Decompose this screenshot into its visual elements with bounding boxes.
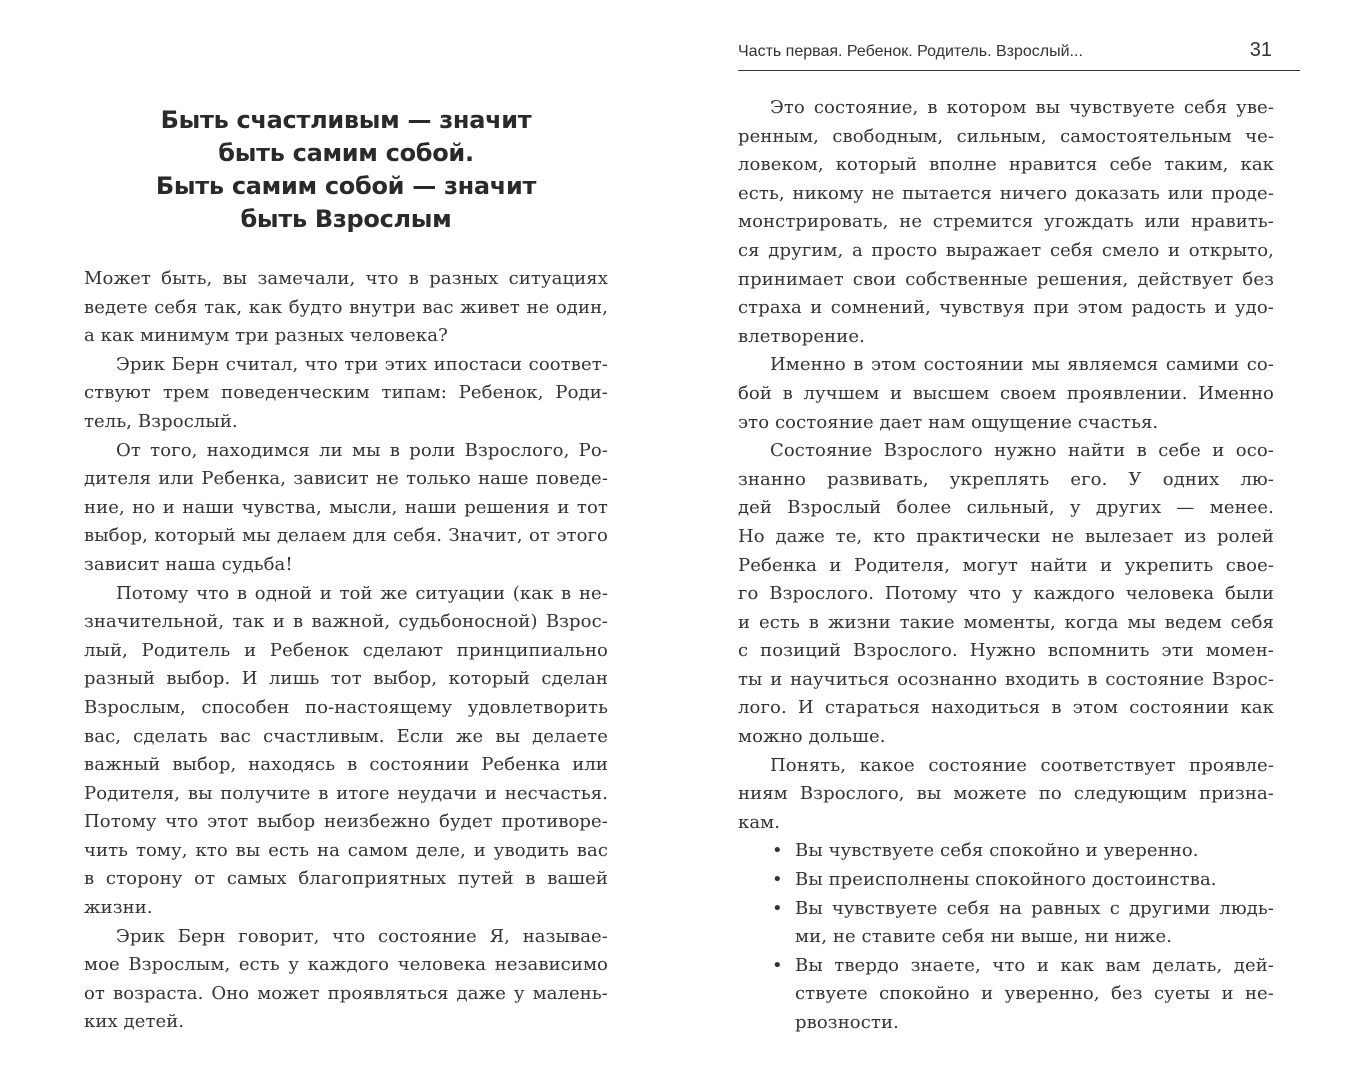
text-line: Взрослым, способен по-настоящему удовлетворить	[84, 696, 608, 718]
paragraph	[738, 94, 1274, 351]
text-line: ведете себя так, как будто внутри вас живет не один,	[84, 296, 608, 318]
text-line: ниям Взрослого, вы можете по следующим призна-	[738, 783, 1274, 805]
paragraph	[84, 265, 608, 351]
heading-line: Быть самим собой — значит	[155, 172, 537, 200]
bullet-item	[738, 837, 1274, 866]
heading-line: Быть счастливым — значит	[160, 106, 532, 134]
bullet-text: Вы твердо знаете, что и как вам делать, дей-	[795, 954, 1274, 976]
text-line: Это состояние, в котором вы чувствуете себя уве-	[770, 97, 1274, 118]
heading-line: быть самим собой.	[218, 139, 474, 167]
text-line: страха и сомнений, чувствуя при этом радость и удо-	[738, 297, 1274, 319]
text-line: ких детей.	[84, 1011, 185, 1033]
text-line: Родителя, вы получите в итоге неудачи и несчастья.	[84, 782, 608, 804]
text-line: влетворение.	[738, 325, 865, 347]
text-line: выбор, который мы делаем для себя. Значит, от этого	[84, 525, 608, 547]
text-line: Именно в этом состоянии мы являемся самими со-	[770, 354, 1274, 376]
bullet-list	[738, 837, 1274, 1037]
chapter-heading	[84, 104, 608, 236]
text-line: лый, Родитель и Ребенок сделают принципиально	[84, 639, 608, 661]
text-line: чить тому, кто вы есть на самом деле, и уводить вас	[84, 839, 608, 861]
bullet-icon: •	[772, 869, 783, 891]
text-line: жизни.	[84, 897, 153, 919]
page-number: 31	[1249, 39, 1272, 61]
text-line: есть, никому не пытается ничего доказать или проде-	[738, 182, 1274, 204]
text-line: Может быть, вы замечали, что в разных ситуациях	[84, 268, 608, 289]
bullet-text: Вы преисполнены спокойного достоинства.	[795, 869, 1217, 891]
bullet-text: Вы чувствуете себя на равных с другими людь-	[795, 897, 1274, 919]
text-line: кам.	[738, 811, 781, 833]
text-line: бой в лучшем и высшем своем проявлении. Именно	[738, 382, 1274, 404]
bullet-text: ствуете спокойно и уверенно, без суеты и не-	[795, 983, 1274, 1005]
text-line: ренным, свободным, сильным, самостоятельным че-	[738, 125, 1274, 147]
text-line: с позиций Взрослого. Нужно вспомнить эти момен-	[738, 640, 1274, 662]
text-line: Потому что этот выбор неизбежно будет противоре-	[84, 811, 608, 833]
text-line: Понять, какое состояние соответствует проявле-	[770, 754, 1274, 776]
text-line: дей Взрослый более сильный, у других — менее.	[738, 497, 1274, 519]
bullet-text: ми, не ставите себя ни выше, ни ниже.	[795, 926, 1173, 948]
text-line: тель, Взрослый.	[84, 410, 238, 432]
text-line: вас, сделать вас счастливым. Если же вы делаете	[84, 725, 608, 747]
text-line: важный выбор, находясь в состоянии Ребенка или	[84, 754, 608, 776]
paragraph	[84, 580, 608, 923]
text-line: дителя или Ребенка, зависит не только наше поведе-	[84, 468, 608, 490]
right-page	[674, 0, 1349, 1080]
text-line: Эрик Берн говорит, что состояние Я, называе-	[116, 925, 608, 947]
text-line: От того, находимся ли мы в роли Взрослого, Ро-	[116, 439, 608, 461]
text-line: ты и научиться осознанно входить в состояние Взрос-	[738, 668, 1274, 690]
text-line: Состояние Взрослого нужно найти в себе и осо-	[770, 440, 1274, 462]
left-page	[0, 0, 674, 1080]
bullet-icon: •	[772, 840, 783, 862]
text-line: ствуют трем поведенческим типам: Ребенок, Роди-	[84, 382, 608, 404]
bullet-text: Вы чувствуете себя спокойно и уверенно.	[795, 840, 1199, 862]
text-line: можно дольше.	[738, 726, 886, 748]
text-line: это состояние дает нам ощущение счастья.	[738, 411, 1159, 433]
text-line: ся другим, а просто выражает себя смело и открыто,	[738, 239, 1274, 261]
paragraph	[738, 752, 1274, 838]
heading-line: быть Взрослым	[240, 205, 452, 233]
bullet-text: рвозности.	[795, 1012, 899, 1033]
left-body-text	[84, 265, 608, 1037]
text-line: знанно развивать, укреплять его. У одних лю-	[738, 468, 1274, 490]
text-line: Эрик Берн считал, что три этих ипостаси соответ-	[116, 353, 608, 375]
bullet-item	[738, 895, 1274, 952]
running-head-title: Часть первая. Ребенок. Родитель. Взрослый...	[738, 43, 1083, 60]
text-line: ловеком, который вполне нравится себе таким, как	[738, 154, 1274, 176]
text-line: го Взрослого. Потому что у каждого человека были	[738, 583, 1274, 605]
text-line: монстрировать, не стремится угождать или нравить-	[738, 211, 1274, 233]
text-line: зависит наша судьба!	[84, 553, 293, 575]
paragraph	[84, 923, 608, 1037]
text-line: Но даже те, кто практически не вылезает из ролей	[738, 525, 1274, 547]
text-line: мое Взрослым, есть у каждого человека независимо	[84, 954, 608, 976]
text-line: разный выбор. И лишь тот выбор, который сделан	[84, 668, 608, 690]
bullet-item	[738, 952, 1274, 1038]
text-line: Ребенка и Родителя, могут найти и укрепить свое-	[738, 554, 1274, 576]
text-line: принимает свои собственные решения, действует без	[738, 268, 1274, 290]
paragraph	[84, 351, 608, 437]
bullet-item	[738, 866, 1274, 895]
bullet-icon: •	[772, 897, 783, 919]
bullet-icon: •	[772, 954, 783, 976]
text-line: а как минимум три разных человека?	[84, 325, 448, 347]
text-line: лого. И стараться находиться в этом состоянии как	[738, 697, 1274, 719]
paragraph	[738, 351, 1274, 437]
text-line: значительной, так и в важной, судьбоносной) Взрос-	[84, 611, 608, 633]
text-line: Потому что в одной и той же ситуации (как в не-	[116, 582, 608, 604]
text-line: от возраста. Оно может проявляться даже у малень-	[84, 982, 608, 1004]
running-header	[738, 40, 1300, 71]
text-line: ние, но и наши чувства, мысли, наши решения и тот	[84, 496, 608, 518]
paragraph	[84, 437, 608, 580]
paragraph	[738, 437, 1274, 752]
text-line: и есть в жизни такие моменты, когда мы ведем себя	[738, 611, 1274, 633]
right-body-text	[738, 94, 1274, 1038]
text-line: в сторону от самых благоприятных путей в вашей	[84, 868, 608, 890]
